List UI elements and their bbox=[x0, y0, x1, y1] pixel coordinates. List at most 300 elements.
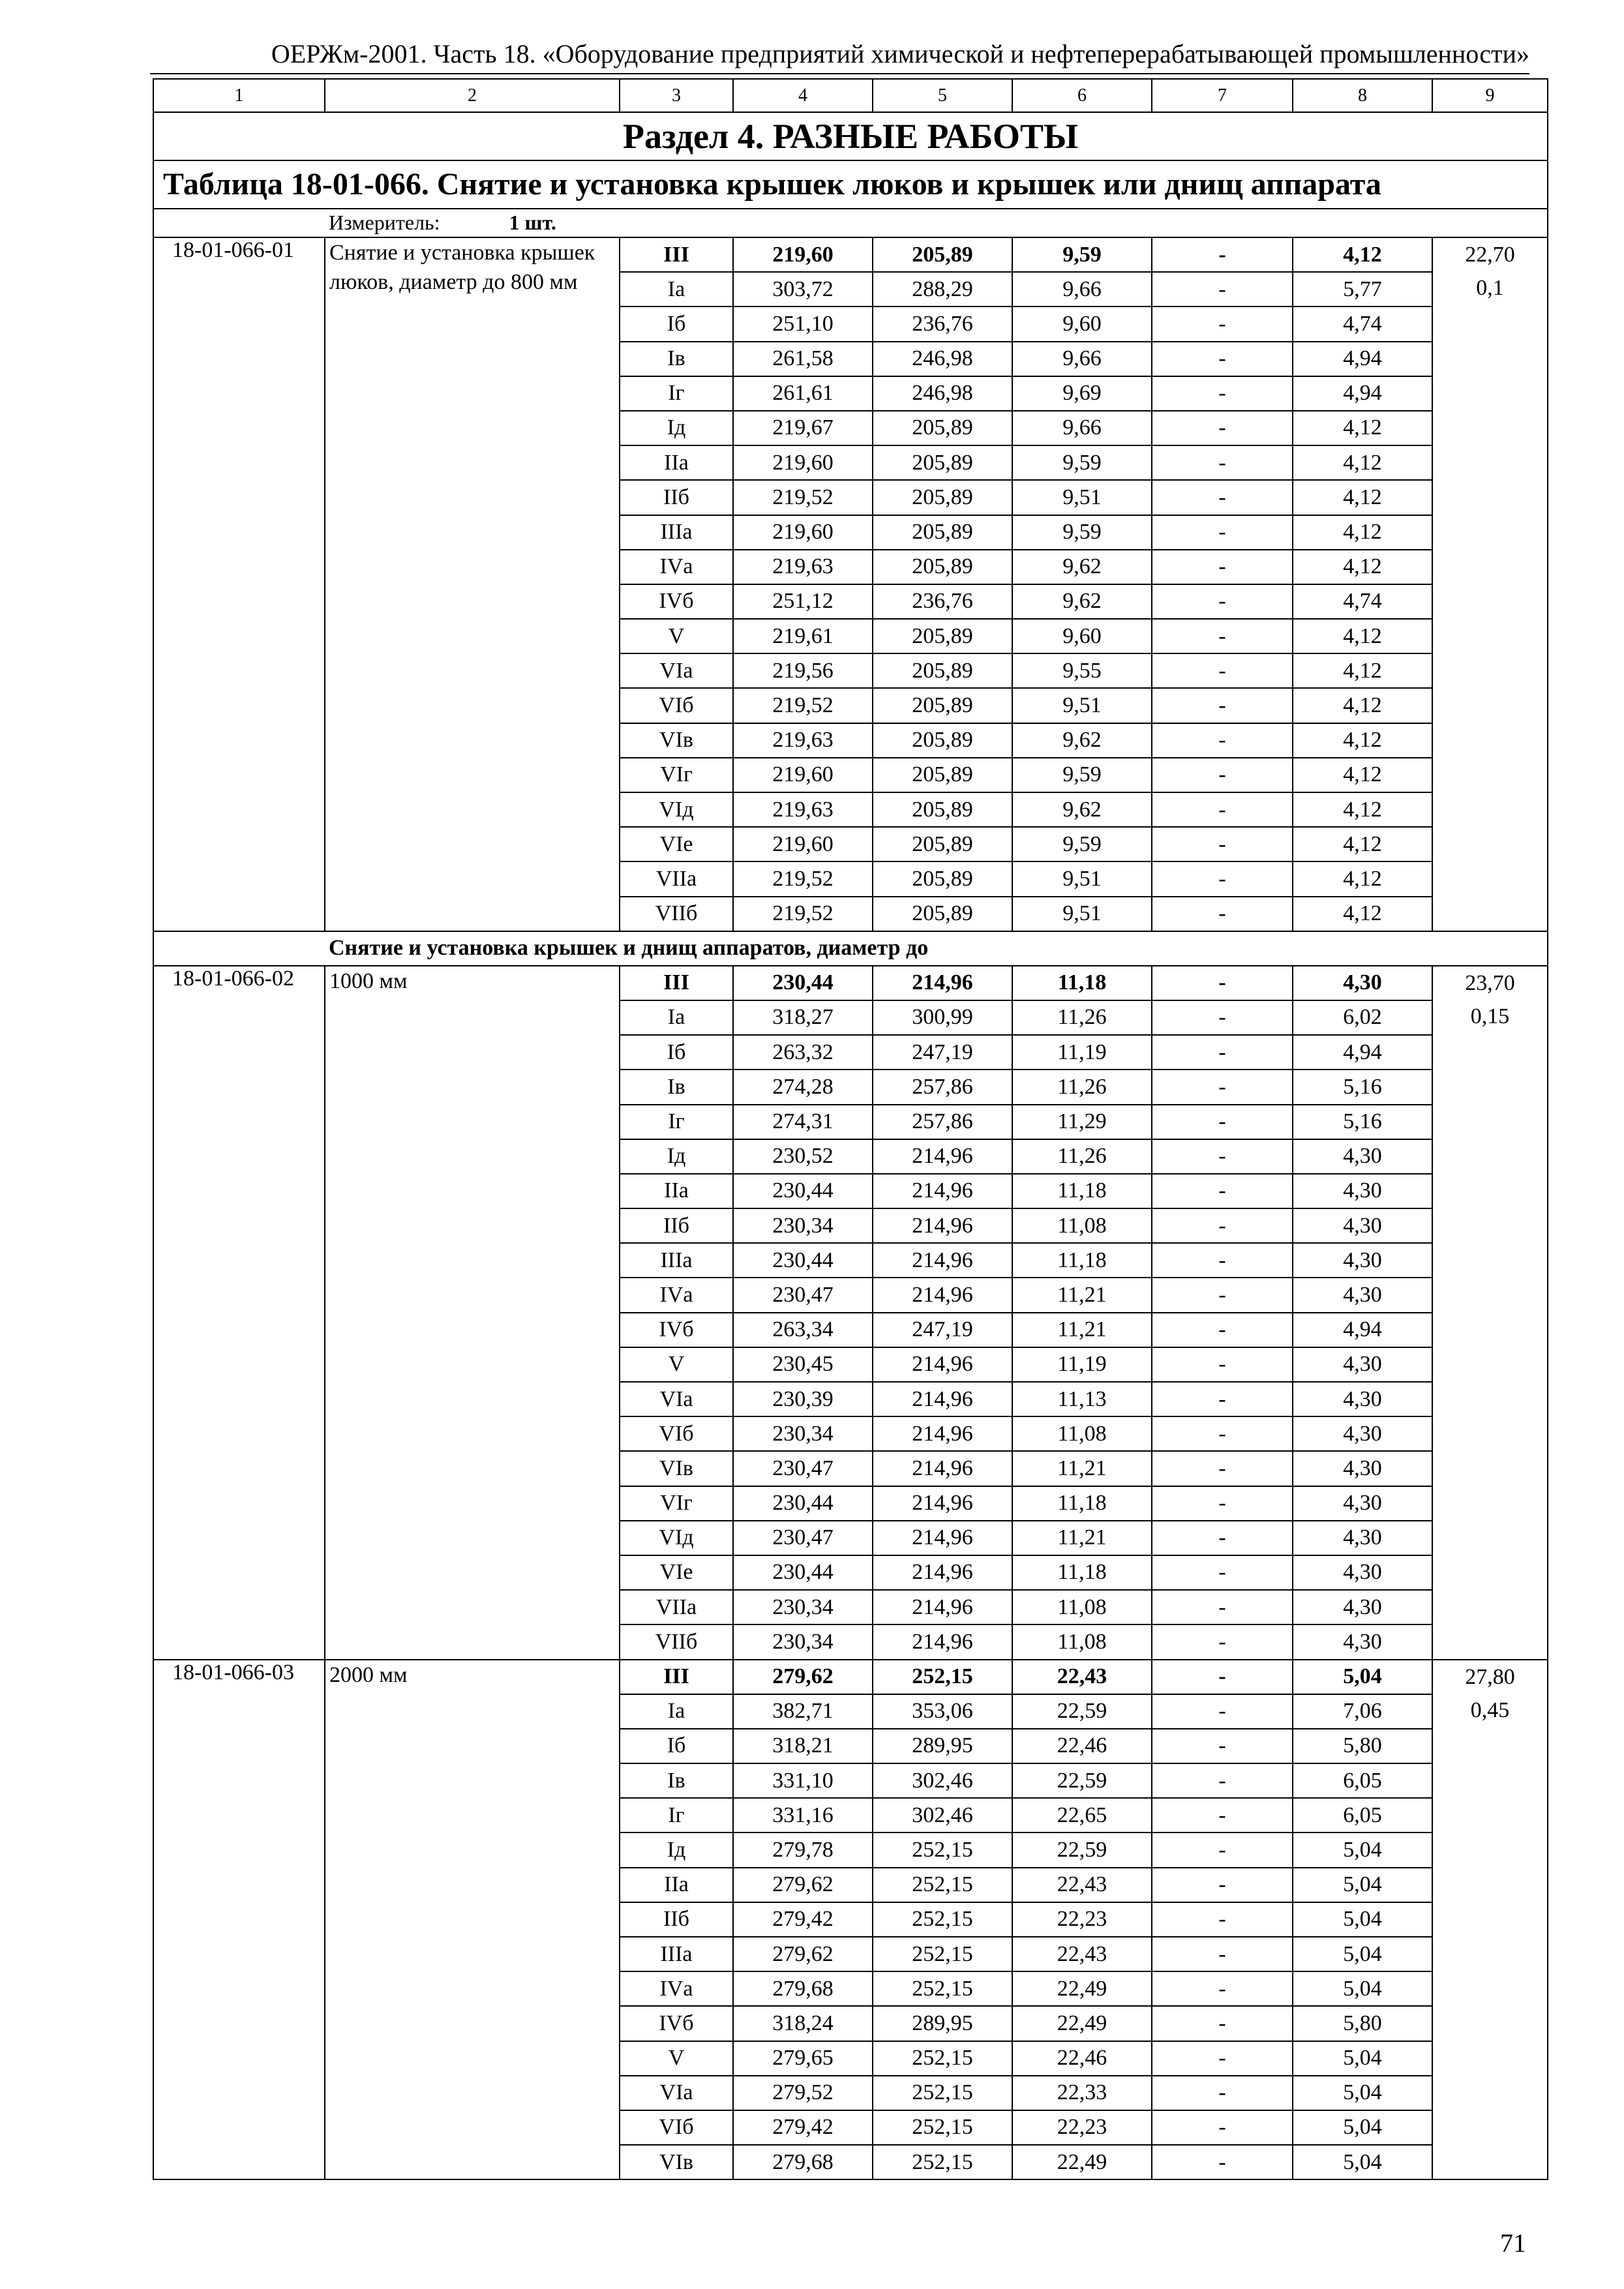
materials-cell: 4,30 bbox=[1293, 1139, 1432, 1174]
labor-cost-value: 23,70 bbox=[1465, 970, 1515, 995]
wages-cell: 214,96 bbox=[873, 1382, 1012, 1416]
driver-wages-cell: - bbox=[1152, 272, 1293, 307]
table-row bbox=[153, 1660, 1548, 1694]
total-cost-cell: 279,78 bbox=[733, 1833, 873, 1867]
materials-cell: 5,80 bbox=[1293, 1729, 1432, 1763]
driver-wages-cell: - bbox=[1152, 584, 1293, 619]
wages-cell: 214,96 bbox=[873, 1139, 1012, 1174]
driver-wages-cell: - bbox=[1152, 480, 1293, 515]
wages-cell: 214,96 bbox=[873, 1624, 1012, 1659]
unit-row bbox=[153, 209, 1548, 237]
item-code: 18-01-066-03 bbox=[153, 1660, 325, 2180]
grade-cell: IIIа bbox=[620, 1243, 733, 1278]
grade-cell: IIб bbox=[620, 480, 733, 515]
total-cost-cell: 219,52 bbox=[733, 480, 873, 515]
driver-wages-cell: - bbox=[1152, 653, 1293, 688]
machines-cell: 22,23 bbox=[1012, 1902, 1152, 1937]
wages-cell: 205,89 bbox=[873, 237, 1012, 272]
extra-values bbox=[1432, 966, 1548, 1660]
machines-cell: 22,46 bbox=[1012, 1729, 1152, 1763]
grade-cell: IVа bbox=[620, 1278, 733, 1312]
grade-cell: Iд bbox=[620, 1833, 733, 1867]
total-cost-cell: 230,47 bbox=[733, 1278, 873, 1312]
grade-cell: III bbox=[620, 1660, 733, 1694]
materials-cell: 5,04 bbox=[1293, 1660, 1432, 1694]
driver-wages-cell: - bbox=[1152, 1763, 1293, 1798]
driver-wages-cell: - bbox=[1152, 619, 1293, 653]
total-cost-cell: 230,45 bbox=[733, 1347, 873, 1382]
wages-cell: 252,15 bbox=[873, 2110, 1012, 2145]
machines-cell: 9,60 bbox=[1012, 619, 1152, 653]
driver-wages-cell: - bbox=[1152, 1486, 1293, 1521]
total-cost-cell: 219,60 bbox=[733, 827, 873, 861]
driver-wages-cell: - bbox=[1152, 1660, 1293, 1694]
total-cost-cell: 219,61 bbox=[733, 619, 873, 653]
machines-cell: 9,62 bbox=[1012, 584, 1152, 619]
driver-wages-cell: - bbox=[1152, 1105, 1293, 1139]
materials-cell: 4,30 bbox=[1293, 1624, 1432, 1659]
grade-cell: VIв bbox=[620, 2145, 733, 2179]
grade-cell: VIе bbox=[620, 827, 733, 861]
materials-cell: 5,04 bbox=[1293, 2041, 1432, 2076]
wages-cell: 214,96 bbox=[873, 1416, 1012, 1451]
wages-cell: 247,19 bbox=[873, 1313, 1012, 1347]
materials-cell: 4,30 bbox=[1293, 1382, 1432, 1416]
driver-wages-cell: - bbox=[1152, 1833, 1293, 1867]
machines-cell: 11,21 bbox=[1012, 1521, 1152, 1555]
grade-cell: IVб bbox=[620, 1313, 733, 1347]
total-cost-cell: 318,24 bbox=[733, 2006, 873, 2041]
driver-wages-cell: - bbox=[1152, 966, 1293, 1000]
grade-cell: VIб bbox=[620, 688, 733, 723]
machines-cell: 11,18 bbox=[1012, 1174, 1152, 1208]
wages-cell: 205,89 bbox=[873, 688, 1012, 723]
total-cost-cell: 263,34 bbox=[733, 1313, 873, 1347]
column-number: 8 bbox=[1293, 79, 1432, 112]
grade-cell: Iб bbox=[620, 1035, 733, 1070]
grade-cell: VIд bbox=[620, 1521, 733, 1555]
total-cost-cell: 279,52 bbox=[733, 2076, 873, 2110]
driver-wages-cell: - bbox=[1152, 1937, 1293, 1971]
table-title-row bbox=[153, 160, 1548, 209]
machines-cell: 11,26 bbox=[1012, 1139, 1152, 1174]
total-cost-cell: 382,71 bbox=[733, 1694, 873, 1729]
grade-cell: IIб bbox=[620, 1902, 733, 1937]
driver-wages-cell: - bbox=[1152, 1868, 1293, 1902]
item-name: 2000 мм bbox=[325, 1660, 620, 2180]
wages-cell: 252,15 bbox=[873, 1833, 1012, 1867]
machines-cell: 22,49 bbox=[1012, 1971, 1152, 2006]
materials-cell: 5,04 bbox=[1293, 2110, 1432, 2145]
grade-cell: Iв bbox=[620, 1763, 733, 1798]
grade-cell: III bbox=[620, 237, 733, 272]
machines-cell: 11,21 bbox=[1012, 1278, 1152, 1312]
materials-cell: 5,04 bbox=[1293, 1833, 1432, 1867]
driver-wages-cell: - bbox=[1152, 1174, 1293, 1208]
total-cost-cell: 219,52 bbox=[733, 861, 873, 896]
materials-cell: 4,74 bbox=[1293, 307, 1432, 341]
grade-cell: IIа bbox=[620, 1868, 733, 1902]
materials-cell: 4,12 bbox=[1293, 445, 1432, 480]
machines-cell: 9,59 bbox=[1012, 445, 1152, 480]
column-number: 3 bbox=[620, 79, 733, 112]
column-number: 1 bbox=[153, 79, 325, 112]
driver-wages-cell: - bbox=[1152, 2006, 1293, 2041]
driver-wages-cell: - bbox=[1152, 1382, 1293, 1416]
item-code: 18-01-066-01 bbox=[153, 237, 325, 931]
wages-cell: 236,76 bbox=[873, 584, 1012, 619]
wages-cell: 247,19 bbox=[873, 1035, 1012, 1070]
machines-cell: 11,21 bbox=[1012, 1313, 1152, 1347]
grade-cell: IIIа bbox=[620, 515, 733, 550]
machines-cell: 9,59 bbox=[1012, 758, 1152, 792]
machine-hours-value: 0,1 bbox=[1476, 276, 1504, 301]
machine-hours-value: 0,15 bbox=[1470, 1004, 1510, 1028]
extra-values bbox=[1432, 237, 1548, 931]
materials-cell: 4,12 bbox=[1293, 723, 1432, 758]
grade-cell: VIIа bbox=[620, 1590, 733, 1624]
total-cost-cell: 331,16 bbox=[733, 1798, 873, 1833]
materials-cell: 4,30 bbox=[1293, 1555, 1432, 1590]
machines-cell: 11,26 bbox=[1012, 1000, 1152, 1035]
driver-wages-cell: - bbox=[1152, 2110, 1293, 2145]
materials-cell: 4,74 bbox=[1293, 584, 1432, 619]
wages-cell: 205,89 bbox=[873, 723, 1012, 758]
group-subtitle: Снятие и установка крышек и днищ аппаратов, диаметр до bbox=[325, 931, 1548, 966]
table-row bbox=[153, 237, 1548, 272]
subtitle-row bbox=[153, 931, 1548, 966]
grade-cell: IIа bbox=[620, 1174, 733, 1208]
wages-cell: 257,86 bbox=[873, 1105, 1012, 1139]
driver-wages-cell: - bbox=[1152, 376, 1293, 411]
materials-cell: 4,12 bbox=[1293, 515, 1432, 550]
grade-cell: VIIа bbox=[620, 861, 733, 896]
materials-cell: 4,30 bbox=[1293, 1347, 1432, 1382]
materials-cell: 5,04 bbox=[1293, 1868, 1432, 1902]
machines-cell: 11,08 bbox=[1012, 1624, 1152, 1659]
machines-cell: 11,18 bbox=[1012, 1243, 1152, 1278]
total-cost-cell: 219,60 bbox=[733, 445, 873, 480]
driver-wages-cell: - bbox=[1152, 758, 1293, 792]
total-cost-cell: 279,68 bbox=[733, 1971, 873, 2006]
driver-wages-cell: - bbox=[1152, 1000, 1293, 1035]
materials-cell: 5,77 bbox=[1293, 272, 1432, 307]
machines-cell: 11,18 bbox=[1012, 1555, 1152, 1590]
grade-cell: Iг bbox=[620, 1105, 733, 1139]
materials-cell: 5,16 bbox=[1293, 1105, 1432, 1139]
wages-cell: 205,89 bbox=[873, 792, 1012, 827]
total-cost-cell: 219,63 bbox=[733, 723, 873, 758]
total-cost-cell: 230,34 bbox=[733, 1624, 873, 1659]
grade-cell: Iб bbox=[620, 1729, 733, 1763]
driver-wages-cell: - bbox=[1152, 1035, 1293, 1070]
total-cost-cell: 279,62 bbox=[733, 1868, 873, 1902]
materials-cell: 4,30 bbox=[1293, 1416, 1432, 1451]
driver-wages-cell: - bbox=[1152, 1139, 1293, 1174]
driver-wages-cell: - bbox=[1152, 1971, 1293, 2006]
machines-cell: 22,46 bbox=[1012, 2041, 1152, 2076]
wages-cell: 252,15 bbox=[873, 1902, 1012, 1937]
wages-cell: 252,15 bbox=[873, 1660, 1012, 1694]
machines-cell: 9,59 bbox=[1012, 237, 1152, 272]
driver-wages-cell: - bbox=[1152, 1694, 1293, 1729]
materials-cell: 4,30 bbox=[1293, 1486, 1432, 1521]
materials-cell: 5,04 bbox=[1293, 2076, 1432, 2110]
column-number-row bbox=[153, 79, 1548, 112]
machines-cell: 9,66 bbox=[1012, 272, 1152, 307]
total-cost-cell: 261,58 bbox=[733, 342, 873, 376]
total-cost-cell: 219,63 bbox=[733, 550, 873, 584]
total-cost-cell: 230,34 bbox=[733, 1208, 873, 1243]
wages-cell: 205,89 bbox=[873, 897, 1012, 931]
machines-cell: 11,08 bbox=[1012, 1208, 1152, 1243]
materials-cell: 4,12 bbox=[1293, 653, 1432, 688]
header-rule bbox=[150, 73, 1529, 74]
materials-cell: 4,94 bbox=[1293, 376, 1432, 411]
total-cost-cell: 279,62 bbox=[733, 1937, 873, 1971]
wages-cell: 205,89 bbox=[873, 480, 1012, 515]
grade-cell: IIIа bbox=[620, 1937, 733, 1971]
total-cost-cell: 279,65 bbox=[733, 2041, 873, 2076]
total-cost-cell: 219,52 bbox=[733, 688, 873, 723]
grade-cell: VIб bbox=[620, 2110, 733, 2145]
driver-wages-cell: - bbox=[1152, 1278, 1293, 1312]
unit-value: 1 шт. bbox=[509, 211, 556, 235]
driver-wages-cell: - bbox=[1152, 1451, 1293, 1486]
section-title-row bbox=[153, 112, 1548, 160]
grade-cell: VIа bbox=[620, 653, 733, 688]
driver-wages-cell: - bbox=[1152, 342, 1293, 376]
driver-wages-cell: - bbox=[1152, 897, 1293, 931]
column-number: 5 bbox=[873, 79, 1012, 112]
total-cost-cell: 219,63 bbox=[733, 792, 873, 827]
item-name: 1000 мм bbox=[325, 966, 620, 1660]
machines-cell: 22,49 bbox=[1012, 2145, 1152, 2179]
machines-cell: 22,43 bbox=[1012, 1868, 1152, 1902]
grade-cell: VIа bbox=[620, 2076, 733, 2110]
machines-cell: 9,59 bbox=[1012, 827, 1152, 861]
total-cost-cell: 230,44 bbox=[733, 1486, 873, 1521]
machines-cell: 9,51 bbox=[1012, 861, 1152, 896]
wages-cell: 214,96 bbox=[873, 1347, 1012, 1382]
driver-wages-cell: - bbox=[1152, 1590, 1293, 1624]
grade-cell: IVб bbox=[620, 2006, 733, 2041]
page-header: ОЕРЖм-2001. Часть 18. «Оборудование предприятий химической и нефтеперерабатывающей промышленности» bbox=[271, 39, 1529, 68]
total-cost-cell: 274,28 bbox=[733, 1070, 873, 1104]
grade-cell: V bbox=[620, 1347, 733, 1382]
materials-cell: 4,30 bbox=[1293, 1278, 1432, 1312]
total-cost-cell: 230,52 bbox=[733, 1139, 873, 1174]
materials-cell: 7,06 bbox=[1293, 1694, 1432, 1729]
total-cost-cell: 279,68 bbox=[733, 2145, 873, 2179]
materials-cell: 4,30 bbox=[1293, 1451, 1432, 1486]
machines-cell: 9,69 bbox=[1012, 376, 1152, 411]
grade-cell: VIб bbox=[620, 1416, 733, 1451]
machines-cell: 9,51 bbox=[1012, 897, 1152, 931]
wages-cell: 214,96 bbox=[873, 1451, 1012, 1486]
wages-cell: 252,15 bbox=[873, 2145, 1012, 2179]
grade-cell: Iв bbox=[620, 342, 733, 376]
wages-cell: 302,46 bbox=[873, 1798, 1012, 1833]
machines-cell: 11,29 bbox=[1012, 1105, 1152, 1139]
item-code: 18-01-066-02 bbox=[153, 966, 325, 1660]
column-number: 9 bbox=[1432, 79, 1548, 112]
grade-cell: IIа bbox=[620, 445, 733, 480]
machines-cell: 11,13 bbox=[1012, 1382, 1152, 1416]
grade-cell: Iб bbox=[620, 307, 733, 341]
total-cost-cell: 219,60 bbox=[733, 237, 873, 272]
driver-wages-cell: - bbox=[1152, 1798, 1293, 1833]
wages-cell: 205,89 bbox=[873, 445, 1012, 480]
grade-cell: IVб bbox=[620, 584, 733, 619]
machines-cell: 22,49 bbox=[1012, 2006, 1152, 2041]
machines-cell: 9,60 bbox=[1012, 307, 1152, 341]
wages-cell: 214,96 bbox=[873, 1555, 1012, 1590]
wages-cell: 288,29 bbox=[873, 272, 1012, 307]
wages-cell: 252,15 bbox=[873, 1868, 1012, 1902]
materials-cell: 5,04 bbox=[1293, 1902, 1432, 1937]
total-cost-cell: 230,44 bbox=[733, 966, 873, 1000]
total-cost-cell: 261,61 bbox=[733, 376, 873, 411]
grade-cell: Iд bbox=[620, 411, 733, 445]
total-cost-cell: 251,12 bbox=[733, 584, 873, 619]
machines-cell: 9,59 bbox=[1012, 515, 1152, 550]
machines-cell: 9,66 bbox=[1012, 411, 1152, 445]
materials-cell: 4,30 bbox=[1293, 1174, 1432, 1208]
driver-wages-cell: - bbox=[1152, 411, 1293, 445]
materials-cell: 4,94 bbox=[1293, 1313, 1432, 1347]
grade-cell: IIб bbox=[620, 1208, 733, 1243]
grade-cell: VIIб bbox=[620, 1624, 733, 1659]
machines-cell: 22,33 bbox=[1012, 2076, 1152, 2110]
unit-label: Измеритель: bbox=[329, 211, 440, 235]
materials-cell: 4,12 bbox=[1293, 861, 1432, 896]
wages-cell: 205,89 bbox=[873, 411, 1012, 445]
materials-cell: 4,12 bbox=[1293, 827, 1432, 861]
driver-wages-cell: - bbox=[1152, 861, 1293, 896]
materials-cell: 5,04 bbox=[1293, 1937, 1432, 1971]
column-number: 2 bbox=[325, 79, 620, 112]
grade-cell: III bbox=[620, 966, 733, 1000]
total-cost-cell: 230,34 bbox=[733, 1416, 873, 1451]
driver-wages-cell: - bbox=[1152, 688, 1293, 723]
machines-cell: 9,66 bbox=[1012, 342, 1152, 376]
grade-cell: Iа bbox=[620, 1694, 733, 1729]
wages-cell: 252,15 bbox=[873, 1971, 1012, 2006]
machines-cell: 11,26 bbox=[1012, 1070, 1152, 1104]
wages-cell: 214,96 bbox=[873, 1278, 1012, 1312]
machines-cell: 9,55 bbox=[1012, 653, 1152, 688]
wages-cell: 214,96 bbox=[873, 1208, 1012, 1243]
machines-cell: 22,59 bbox=[1012, 1763, 1152, 1798]
machines-cell: 22,43 bbox=[1012, 1937, 1152, 1971]
extra-values bbox=[1432, 1660, 1548, 2180]
wages-cell: 252,15 bbox=[873, 1937, 1012, 1971]
materials-cell: 4,30 bbox=[1293, 1208, 1432, 1243]
driver-wages-cell: - bbox=[1152, 1347, 1293, 1382]
column-number: 4 bbox=[733, 79, 873, 112]
materials-cell: 5,04 bbox=[1293, 2145, 1432, 2179]
table-row bbox=[153, 966, 1548, 1000]
machines-cell: 11,19 bbox=[1012, 1035, 1152, 1070]
wages-cell: 205,89 bbox=[873, 515, 1012, 550]
grade-cell: VIв bbox=[620, 1451, 733, 1486]
machines-cell: 9,51 bbox=[1012, 688, 1152, 723]
table-title: Таблица 18-01-066. Снятие и установка крышек люков и крышек или днищ аппарата bbox=[153, 160, 1548, 209]
grade-cell: VIа bbox=[620, 1382, 733, 1416]
total-cost-cell: 279,62 bbox=[733, 1660, 873, 1694]
driver-wages-cell: - bbox=[1152, 1070, 1293, 1104]
materials-cell: 5,04 bbox=[1293, 1971, 1432, 2006]
grade-cell: VIв bbox=[620, 723, 733, 758]
materials-cell: 4,12 bbox=[1293, 688, 1432, 723]
materials-cell: 4,12 bbox=[1293, 897, 1432, 931]
wages-cell: 205,89 bbox=[873, 653, 1012, 688]
driver-wages-cell: - bbox=[1152, 1243, 1293, 1278]
machines-cell: 9,62 bbox=[1012, 792, 1152, 827]
wages-cell: 205,89 bbox=[873, 550, 1012, 584]
wages-cell: 246,98 bbox=[873, 376, 1012, 411]
wages-cell: 252,15 bbox=[873, 2076, 1012, 2110]
wages-cell: 205,89 bbox=[873, 827, 1012, 861]
total-cost-cell: 279,42 bbox=[733, 2110, 873, 2145]
driver-wages-cell: - bbox=[1152, 723, 1293, 758]
total-cost-cell: 230,47 bbox=[733, 1451, 873, 1486]
total-cost-cell: 279,42 bbox=[733, 1902, 873, 1937]
total-cost-cell: 274,31 bbox=[733, 1105, 873, 1139]
grade-cell: VIIб bbox=[620, 897, 733, 931]
grade-cell: VIд bbox=[620, 792, 733, 827]
materials-cell: 4,30 bbox=[1293, 966, 1432, 1000]
materials-cell: 4,30 bbox=[1293, 1590, 1432, 1624]
wages-cell: 289,95 bbox=[873, 2006, 1012, 2041]
driver-wages-cell: - bbox=[1152, 2076, 1293, 2110]
driver-wages-cell: - bbox=[1152, 827, 1293, 861]
machines-cell: 9,51 bbox=[1012, 480, 1152, 515]
materials-cell: 6,02 bbox=[1293, 1000, 1432, 1035]
materials-cell: 4,12 bbox=[1293, 550, 1432, 584]
machines-cell: 11,18 bbox=[1012, 1486, 1152, 1521]
total-cost-cell: 230,39 bbox=[733, 1382, 873, 1416]
grade-cell: Iа bbox=[620, 272, 733, 307]
wages-cell: 353,06 bbox=[873, 1694, 1012, 1729]
labor-cost-value: 27,80 bbox=[1465, 1664, 1515, 1689]
wages-cell: 289,95 bbox=[873, 1729, 1012, 1763]
driver-wages-cell: - bbox=[1152, 1313, 1293, 1347]
materials-cell: 4,12 bbox=[1293, 411, 1432, 445]
total-cost-cell: 230,44 bbox=[733, 1243, 873, 1278]
total-cost-cell: 230,44 bbox=[733, 1174, 873, 1208]
materials-cell: 6,05 bbox=[1293, 1763, 1432, 1798]
page-number: 71 bbox=[1500, 2228, 1526, 2258]
wages-cell: 214,96 bbox=[873, 1243, 1012, 1278]
machines-cell: 22,59 bbox=[1012, 1833, 1152, 1867]
machines-cell: 11,08 bbox=[1012, 1416, 1152, 1451]
materials-cell: 4,12 bbox=[1293, 758, 1432, 792]
grade-cell: VIе bbox=[620, 1555, 733, 1590]
driver-wages-cell: - bbox=[1152, 1521, 1293, 1555]
wages-cell: 205,89 bbox=[873, 758, 1012, 792]
wages-cell: 205,89 bbox=[873, 861, 1012, 896]
materials-cell: 4,12 bbox=[1293, 237, 1432, 272]
materials-cell: 5,16 bbox=[1293, 1070, 1432, 1104]
machines-cell: 11,18 bbox=[1012, 966, 1152, 1000]
total-cost-cell: 331,10 bbox=[733, 1763, 873, 1798]
total-cost-cell: 219,56 bbox=[733, 653, 873, 688]
total-cost-cell: 318,27 bbox=[733, 1000, 873, 1035]
total-cost-cell: 303,72 bbox=[733, 272, 873, 307]
materials-cell: 6,05 bbox=[1293, 1798, 1432, 1833]
